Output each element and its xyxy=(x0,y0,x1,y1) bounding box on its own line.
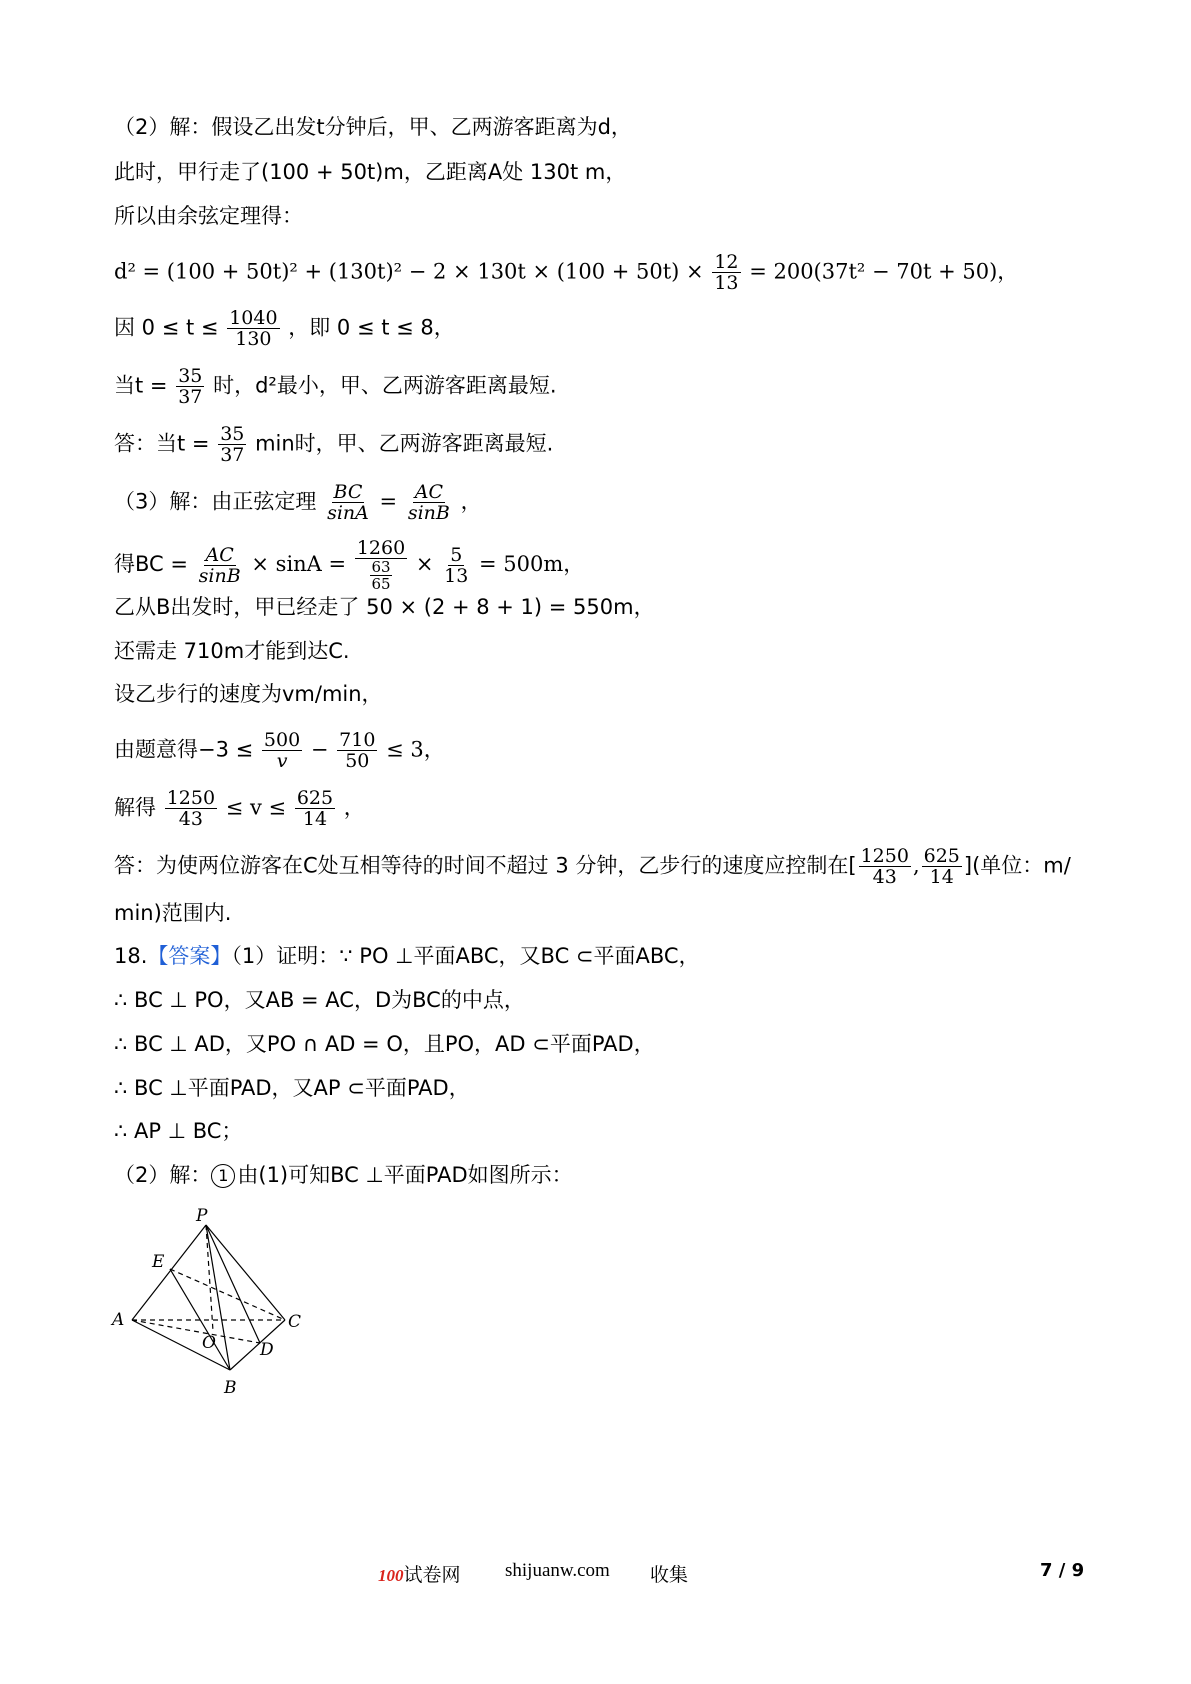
fraction: $\frac{5}{13}$ xyxy=(444,543,469,587)
text-part: ， xyxy=(343,795,365,820)
fraction: $\frac{AC}{\sin B}$ xyxy=(407,481,450,524)
footer-logo xyxy=(378,1560,461,1587)
formula-part: ≤ v ≤ xyxy=(225,795,287,820)
footer-collect: 收集 xyxy=(650,1565,689,1586)
fraction: $\frac{1250}{43}$ xyxy=(860,845,909,888)
p3-answer-cont: min)范围内. xyxy=(114,901,232,925)
segment-PO xyxy=(206,1225,213,1331)
question-number: 18. xyxy=(114,944,148,968)
text-part: 由(1)可知BC ⊥平面PAD如图所示： xyxy=(237,1163,573,1187)
segment-EC xyxy=(170,1269,285,1320)
label-C: C xyxy=(288,1312,302,1332)
q18-line-6 xyxy=(114,1160,573,1190)
p3-line-4: 还需走 710m才能到达C. xyxy=(114,639,350,663)
text-part: 由题意得−3 ≤ xyxy=(114,737,254,762)
p2-line-5 xyxy=(114,308,455,349)
formula-part: = 200(37t² − 70t + 50)， xyxy=(749,259,1019,284)
p2-line-3: 所以由余弦定理得： xyxy=(114,204,303,228)
text-part: 当t = xyxy=(114,373,168,398)
formula-part: × sinA = xyxy=(251,552,347,576)
fraction: $\frac{500}{v}$ xyxy=(263,729,301,772)
p2-line-1: （2）解：假设乙出发t分钟后，甲、乙两游客距离为d， xyxy=(114,115,632,139)
fraction: $\frac{625}{14}$ xyxy=(923,845,960,888)
p3-line-2 xyxy=(114,538,584,592)
text-part: 解得 xyxy=(114,795,156,820)
page-number: 7 / 9 xyxy=(1040,1560,1085,1581)
footer-url: shijuanw.com xyxy=(505,1560,610,1581)
fraction: $\frac{1040}{130}$ xyxy=(229,307,278,350)
p2-answer xyxy=(114,424,553,465)
times-sign: × xyxy=(415,552,434,576)
q18-line-1 xyxy=(114,941,700,971)
fraction: $\frac{625}{14}$ xyxy=(296,787,334,830)
comma: , xyxy=(912,853,920,878)
segment-AD xyxy=(132,1320,260,1343)
q18-line-2: ∴ BC ⊥ PO，又AB = AC，D为BC的中点， xyxy=(114,988,525,1012)
label-E: E xyxy=(152,1252,165,1272)
formula-part: ≤ 3， xyxy=(386,737,445,762)
minus-sign: − xyxy=(310,737,329,762)
p3-line-3: 乙从B出发时，甲已经走了 50 × (2 + 8 + 1) = 550m， xyxy=(114,595,655,619)
label-A: A xyxy=(112,1310,125,1330)
p2-line-6 xyxy=(114,366,557,407)
inner-fraction: $\frac{63}{65}$ xyxy=(371,558,391,593)
edge-BC xyxy=(230,1320,285,1370)
tetrahedron-figure xyxy=(110,1205,330,1405)
fraction: $\frac{710}{50}$ xyxy=(339,729,376,772)
label-O: O xyxy=(202,1333,216,1353)
fraction: $\frac{AC}{\sin B}$ xyxy=(198,543,241,587)
q18-line-3: ∴ BC ⊥ AD，又PO ∩ AD = O，且PO，AD ⊂平面PAD， xyxy=(114,1032,655,1056)
text-part: ，即 0 ≤ t ≤ 8， xyxy=(288,315,455,340)
circled-number: 1 xyxy=(211,1164,235,1188)
text-part: （2）解： xyxy=(114,1163,212,1187)
logo-100: 100 xyxy=(378,1566,404,1585)
fraction: $\frac{1250}{43}$ xyxy=(166,787,216,830)
fraction: $\frac{BC}{\sin A}$ xyxy=(327,481,369,524)
edge-PC xyxy=(206,1225,285,1320)
formula-part: d² = (100 + 50t)² + (130t)² − 2 × 130t × (100 + 50t) × xyxy=(114,259,704,284)
label-D: D xyxy=(260,1340,274,1360)
text-part: 得BC = xyxy=(114,552,188,576)
text-part: 因 0 ≤ t ≤ xyxy=(114,315,219,340)
text-part: ](单位：m/ xyxy=(963,853,1071,878)
text-part: min时，甲、乙两游客距离最短. xyxy=(255,431,554,456)
text-part: （1）证明：∵ PO ⊥平面ABC，又BC ⊂平面ABC， xyxy=(231,944,700,968)
text-part: ， xyxy=(460,489,482,514)
q18-line-4: ∴ BC ⊥平面PAD，又AP ⊂平面PAD， xyxy=(114,1076,470,1100)
edge-PD xyxy=(206,1225,260,1343)
formula-part: = 500m， xyxy=(479,552,585,576)
p2-line-4 xyxy=(114,252,1018,293)
fraction: $\frac{35}{37}$ xyxy=(220,423,245,466)
logo-site-name: 试卷网 xyxy=(403,1565,461,1586)
label-P: P xyxy=(196,1206,208,1226)
text-part: （3）解：由正弦定理 xyxy=(114,489,317,514)
equals-sign: = xyxy=(379,489,398,514)
p3-line-1 xyxy=(114,482,482,523)
text-part: 答：为使两位游客在C处互相等待的时间不超过 3 分钟，乙步行的速度应控制在[ xyxy=(114,853,857,878)
compound-fraction: $\frac{1260}{\frac{63}{65}}$ xyxy=(356,537,406,593)
answer-tag: 【答案】 xyxy=(147,944,232,968)
label-B: B xyxy=(224,1378,237,1398)
fraction: $\frac{35}{37}$ xyxy=(178,365,203,408)
p2-line-2: 此时，甲行走了(100 + 50t)m，乙距离A处 130t m， xyxy=(114,160,627,184)
p3-answer xyxy=(114,846,1071,887)
p3-line-5: 设乙步行的速度为vm/min， xyxy=(114,682,383,706)
p3-line-6 xyxy=(114,730,445,771)
text-part: 答：当t = xyxy=(114,431,210,456)
p3-line-7 xyxy=(114,788,365,829)
q18-line-5: ∴ AP ⊥ BC； xyxy=(114,1119,243,1143)
edge-PA xyxy=(132,1225,206,1320)
text-part: 时，d²最小，甲、乙两游客距离最短. xyxy=(213,373,557,398)
fraction: $\frac{12}{13}$ xyxy=(714,251,739,294)
